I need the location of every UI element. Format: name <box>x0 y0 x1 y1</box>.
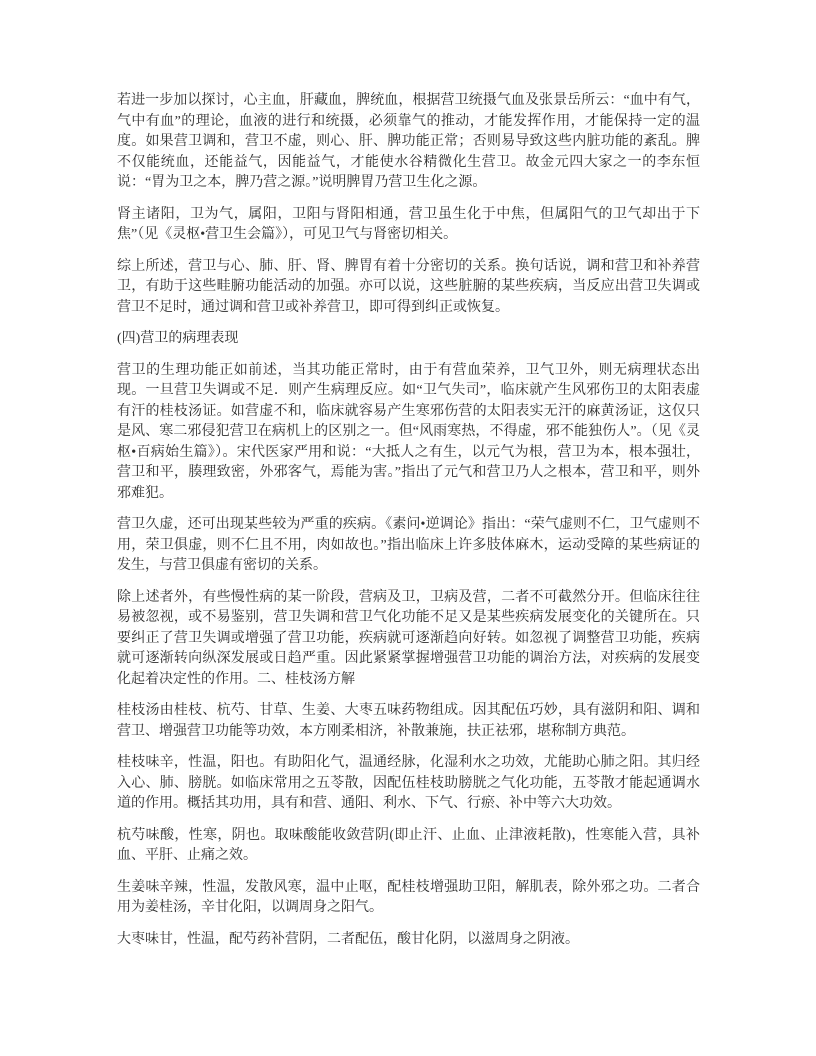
paragraph-shengjiang-properties: 生姜味辛辣，性温，发散风寒，温中止呕，配桂枝增强助卫阳，解肌表，除外邪之功。二者合用为姜桂汤，辛甘化阳，以调周身之阳气。 <box>117 879 700 915</box>
paragraph-kidney-weiqi: 肾主诸阳，卫为气，属阳，卫阳与肾阳相通，营卫虽生化于中焦，但属阳气的卫气却出于下焦”（见《灵枢•营卫生会篇》），可见卫气与肾密切相关。 <box>117 206 700 242</box>
paragraph-pathology-manifestation: 营卫的生理功能正如前述，当其功能正常时，由于有营血荣养，卫气卫外，则无病理状态出现。一旦营卫失调或不足．则产生病理反应。如“卫气失司”，临床就产生风邪伤卫的太阳表虚有汗的桂枝汤证。如营虚不和，临床就容易产生寒邪伤营的太阳表实无汗的麻黄汤证，这仅只是风、寒二邪侵犯营卫在病机上的区别之一。但“风雨寒热，不得虚，邪不能独伤人”。（见《灵枢•百病始生篇》）。宋代医家严用和说：“大抵人之有生，以元气为根，营卫为本，根本强壮，营卫和平，腠理致密，外邪客气，焉能为害。”指出了元气和营卫乃人之根本，营卫和平，则外邪难犯。 <box>117 362 700 501</box>
section-heading-pathology: (四)营卫的病理表现 <box>117 331 239 346</box>
paragraph-guizhi-properties: 桂枝味辛，性温，阳也。有助阳化气，温通经脉，化湿利水之功效，尤能助心肺之阳。其归经入心、肺、膀胱。如临床常用之五苓散，因配伍桂枝助膀胱之气化功能，五苓散才能起通调水道的作用。概括其功用，具有和营、通阳、利水、下气、行瘀、补中等六大功效。 <box>117 755 700 811</box>
paragraph-chronic-deficiency: 营卫久虚，还可出现某些较为严重的疾病。《素问•逆调论》指出：“荣气虚则不仁，卫气虚则不用，荣卫俱虚，则不仁且不用，肉如故也。”指出临床上许多肢体麻木，运动受障的某些病证的发生，与营卫俱虚有密切的关系。 <box>117 517 700 573</box>
paragraph-blood-qi-theory: 若进一步加以探讨，心主血，肝藏血，脾统血，根据营卫统摄气血及张景岳所云：“血中有气，气中有血”的理论，血液的进行和统摄，必须靠气的推动，才能发挥作用，才能保持一定的温度。如果营卫调和，营卫不虚，则心、肝、脾功能正常；否则易导致这些内脏功能的紊乱。脾不仅能统血，还能益气，因能益气，才能使水谷精微化生营卫。故金元四大家之一的李东恒说：“胃为卫之本，脾乃营之源。”说明脾胃乃营卫生化之源。 <box>117 93 700 190</box>
document-body <box>117 91 700 961</box>
paragraph-hangshao-properties: 杭芍味酸，性寒，阴也。取味酸能收敛营阴(即止汗、止血、止津液耗散)，性寒能入营，具补血、平肝、止痛之效。 <box>117 827 700 863</box>
paragraph-guizhitang-composition: 桂枝汤由桂枝、杭芍、甘草、生姜、大枣五味药物组成。因其配伍巧妙，具有滋阴和阳、调和营卫、增强营卫功能等功效，本方刚柔相济，补散兼施，扶正祛邪，堪称制方典范。 <box>117 703 700 739</box>
paragraph-chronic-disease-stage: 除上述者外，有些慢性病的某一阶段，营病及卫，卫病及营，二者不可截然分开。但临床往往易被忽视，或不易鉴别，营卫失调和营卫气化功能不足又是某些疾病发展变化的关键所在。只要纠正了营卫失调或增强了营卫功能，疾病就可逐渐趋向好转。如忽视了调整营卫功能，疾病就可逐渐转向纵深发展或日趋严重。因此紧紧掌握增强营卫功能的调治方法，对疾病的发展变化起着决定性的作用。二、桂枝汤方解 <box>117 589 700 687</box>
paragraph-summary-organs: 综上所述，营卫与心、肺、肝、肾、脾胃有着十分密切的关系。换句话说，调和营卫和补养营卫，有助于这些畦腑功能活动的加强。亦可以说，这些脏腑的某些疾病，当反应出营卫失调或营卫不足时，通过调和营卫或补养营卫，即可得到纠正或恢复。 <box>117 258 700 315</box>
paragraph-dazao-properties: 大枣味甘，性温，配芍药补营阴，二者配伍，酸甘化阴，以滋周身之阴液。 <box>117 931 579 947</box>
